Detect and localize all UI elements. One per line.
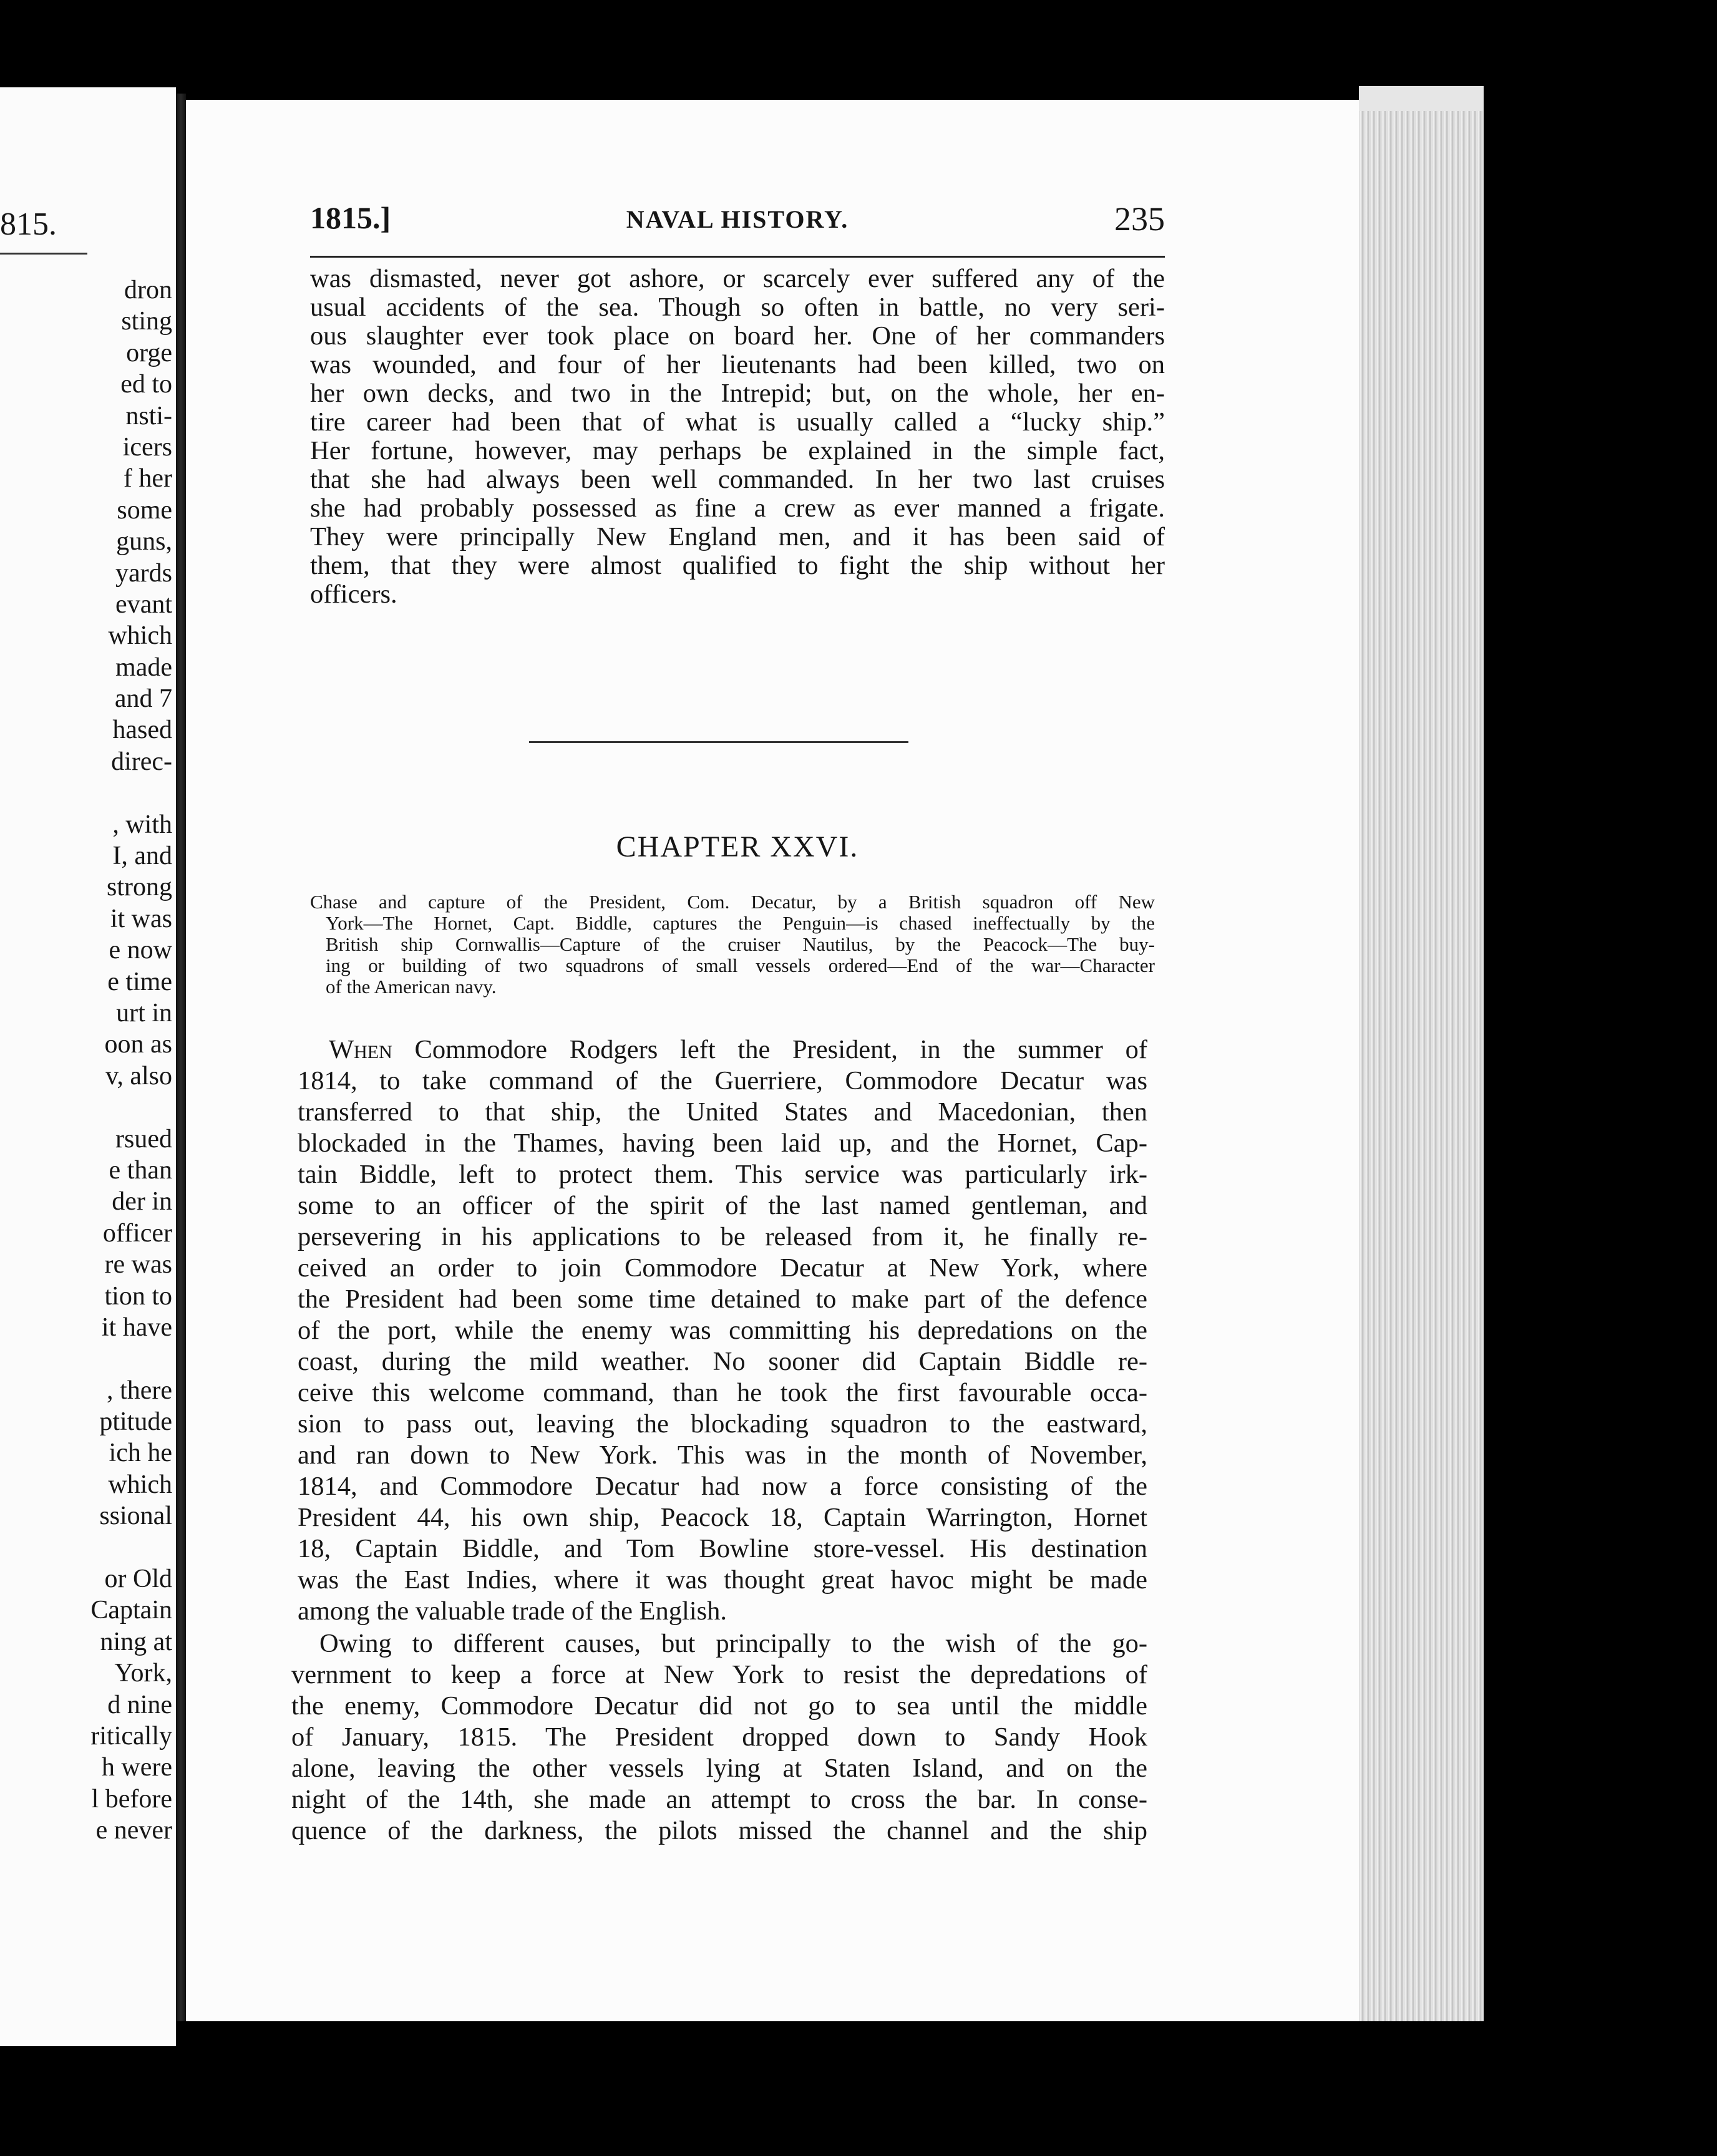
left-line: e than — [109, 1155, 172, 1185]
chapter-summary-line: of the American navy. — [326, 976, 497, 998]
chapter-summary-line: Chase and capture of the President, Com. Decatur, by a British squadron off New — [310, 891, 1155, 913]
left-line: oon as — [104, 1030, 172, 1059]
paragraph-1-line: Her fortune, however, may perhaps be explained in the simple fact, — [310, 436, 1165, 465]
book-gutter — [176, 94, 186, 2021]
paragraph-2-line: tain Biddle, left to protect them. This service was particularly irk- — [298, 1160, 1147, 1189]
chapter-title: CHAPTER XXVI. — [616, 830, 859, 863]
paragraph-3-line: vernment to keep a force at New York to resist the depredations of — [291, 1660, 1147, 1689]
left-line — [90, 777, 172, 808]
left-line: orge — [126, 338, 172, 367]
left-line: l before — [91, 1784, 172, 1814]
paragraph-1-line: that she had always been well commanded. In her two last cruises — [310, 465, 1165, 494]
left-line: d nine — [107, 1690, 172, 1719]
left-line: icers — [122, 432, 172, 462]
left-line: nsti- — [125, 401, 172, 430]
left-line: ptitude — [99, 1407, 172, 1437]
left-line: which — [108, 621, 172, 651]
left-line: e time — [107, 967, 172, 996]
left-line: evant — [115, 590, 172, 619]
paragraph-2-line — [329, 1034, 1147, 1065]
left-line: e now — [109, 936, 172, 965]
left-line: , there — [107, 1376, 172, 1405]
left-page-header-rule — [0, 253, 87, 255]
left-line: sting — [121, 307, 172, 336]
left-line: re was — [104, 1250, 172, 1280]
left-line — [90, 1532, 172, 1563]
paragraph-1-line: officers. — [310, 580, 397, 609]
paragraph-2-line: President 44, his own ship, Peacock 18, Captain Warrington, Hornet — [298, 1503, 1147, 1532]
left-line: ed to — [120, 370, 172, 399]
paragraph-2-line: 18, Captain Biddle, and Tom Bowline store-vessel. His destination — [298, 1534, 1147, 1563]
paragraph-2-first-word: When — [329, 1035, 392, 1064]
left-line: yards — [115, 558, 172, 588]
paragraph-2-line: 1814, to take command of the Guerriere, Commodore Decatur was — [298, 1066, 1147, 1095]
paragraph-2-first-line-rest: Commodore Rodgers left the President, in the summer of — [392, 1035, 1147, 1064]
paragraph-1-line: tire career had been that of what is usually called a “lucky ship.” — [310, 407, 1165, 437]
paragraph-2-line: some to an officer of the spirit of the last named gentleman, and — [298, 1191, 1147, 1220]
paragraph-1-line: her own decks, and two in the Intrepid; but, on the whole, her en- — [310, 379, 1165, 408]
paragraph-1-line: them, that they were almost qualified to fight the ship without her — [310, 551, 1165, 580]
left-line: direc- — [111, 747, 172, 776]
left-page — [0, 87, 176, 2046]
chapter-summary-line: ing or building of two squadrons of small vessels ordered—End of the war—Character — [326, 954, 1155, 976]
left-line: ich he — [109, 1439, 172, 1468]
paragraph-1-line: They were principally New England men, and it has been said of — [310, 522, 1165, 551]
left-line: tion to — [104, 1281, 172, 1311]
left-line: it have — [101, 1313, 172, 1342]
paragraph-2-line: transferred to that ship, the United States and Macedonian, then — [298, 1097, 1147, 1127]
page-edges-top — [1359, 86, 1484, 111]
left-line: f her — [123, 464, 172, 493]
left-line: h were — [101, 1753, 172, 1782]
paragraph-2-line: sion to pass out, leaving the blockading squadron to the eastward, — [298, 1409, 1147, 1439]
paragraph-2-line: ceived an order to join Commodore Decatur at New York, where — [298, 1253, 1147, 1283]
page-edges — [1359, 86, 1484, 2021]
left-line: der in — [112, 1187, 172, 1216]
paragraph-2-line: blockaded in the Thames, having been laid up, and the Hornet, Cap- — [298, 1129, 1147, 1158]
paragraph-2-line: of the port, while the enemy was committing his depredations on the — [298, 1316, 1147, 1345]
left-line: Captain — [90, 1596, 172, 1625]
left-line: strong — [107, 873, 172, 902]
left-line: e never — [95, 1816, 172, 1845]
paragraph-2-line: and ran down to New York. This was in the month of November, — [298, 1440, 1147, 1470]
left-page-header: 815. — [0, 206, 57, 242]
paragraph-2-line: the President had been some time detained to make part of the defence — [298, 1284, 1147, 1314]
paragraph-2-line: ceive this welcome command, than he took the first favourable occa- — [298, 1378, 1147, 1407]
left-line: and 7 — [114, 684, 172, 714]
left-line — [90, 1343, 172, 1374]
left-line: guns, — [116, 527, 172, 556]
left-line — [90, 1092, 172, 1123]
left-line: dron — [124, 276, 172, 304]
left-line: ning at — [100, 1627, 172, 1656]
running-head-title: NAVAL HISTORY. — [626, 205, 849, 233]
paragraph-3-line: alone, leaving the other vessels lying at Staten Island, and on the — [291, 1754, 1147, 1783]
paragraph-2-line: persevering in his applications to be released from it, he finally re- — [298, 1222, 1147, 1251]
paragraph-1-line: was dismasted, never got ashore, or scarcely ever suffered any of the — [310, 264, 1165, 293]
running-head-rule — [310, 256, 1165, 258]
left-line: made — [115, 653, 172, 682]
section-divider — [529, 741, 908, 743]
chapter-summary-line: York—The Hornet, Capt. Biddle, captures the Penguin—is chased ineffectually by the — [326, 912, 1155, 934]
chapter-summary-line: British ship Cornwallis—Capture of the cruiser Nautilus, by the Peacock—The buy- — [326, 933, 1155, 955]
left-line: I, and — [112, 842, 172, 871]
left-line: some — [117, 495, 172, 525]
running-head — [310, 200, 1165, 243]
left-line: it was — [110, 904, 172, 933]
left-line: ssional — [99, 1502, 172, 1531]
paragraph-3-line: quence of the darkness, the pilots missed the channel and the ship — [291, 1816, 1147, 1845]
left-line: v, also — [105, 1061, 172, 1090]
paragraph-1-line: ous slaughter ever took place on board her. One of her commanders — [310, 321, 1165, 351]
paragraph-1-line: usual accidents of the sea. Though so often in battle, no very seri- — [310, 293, 1165, 322]
paragraph-2-line: among the valuable trade of the English. — [298, 1596, 727, 1626]
paragraph-1-line: she had probably possessed as fine a crew as ever manned a frigate. — [310, 493, 1165, 523]
left-line: York, — [114, 1659, 172, 1688]
left-line: hased — [112, 716, 172, 745]
paragraph-2-line: 1814, and Commodore Decatur had now a force consisting of the — [298, 1472, 1147, 1501]
left-line: officer — [102, 1218, 172, 1248]
paragraph-3-line: of January, 1815. The President dropped down to Sandy Hook — [291, 1722, 1147, 1752]
left-line: ritically — [90, 1721, 172, 1751]
left-line: , with — [112, 810, 172, 839]
paragraph-2-line: coast, during the mild weather. No sooner did Captain Biddle re- — [298, 1347, 1147, 1376]
paragraph-3-line: Owing to different causes, but principally to the wish of the go- — [319, 1629, 1147, 1658]
page-number: 235 — [1114, 200, 1165, 238]
paragraph-2-line: was the East Indies, where it was thought great havoc might be made — [298, 1565, 1147, 1595]
left-page-text — [90, 274, 172, 1847]
left-line: or Old — [104, 1565, 172, 1594]
paragraph-1-line: was wounded, and four of her lieutenants had been killed, two on — [310, 350, 1165, 379]
running-head-year: 1815.] — [310, 200, 391, 235]
paragraph-3-line: night of the 14th, she made an attempt to cross the bar. In conse- — [291, 1785, 1147, 1814]
paragraph-3-line: the enemy, Commodore Decatur did not go to sea until the middle — [291, 1691, 1147, 1721]
left-line: rsued — [115, 1124, 172, 1153]
left-line: urt in — [116, 998, 172, 1027]
left-line: which — [108, 1470, 172, 1499]
